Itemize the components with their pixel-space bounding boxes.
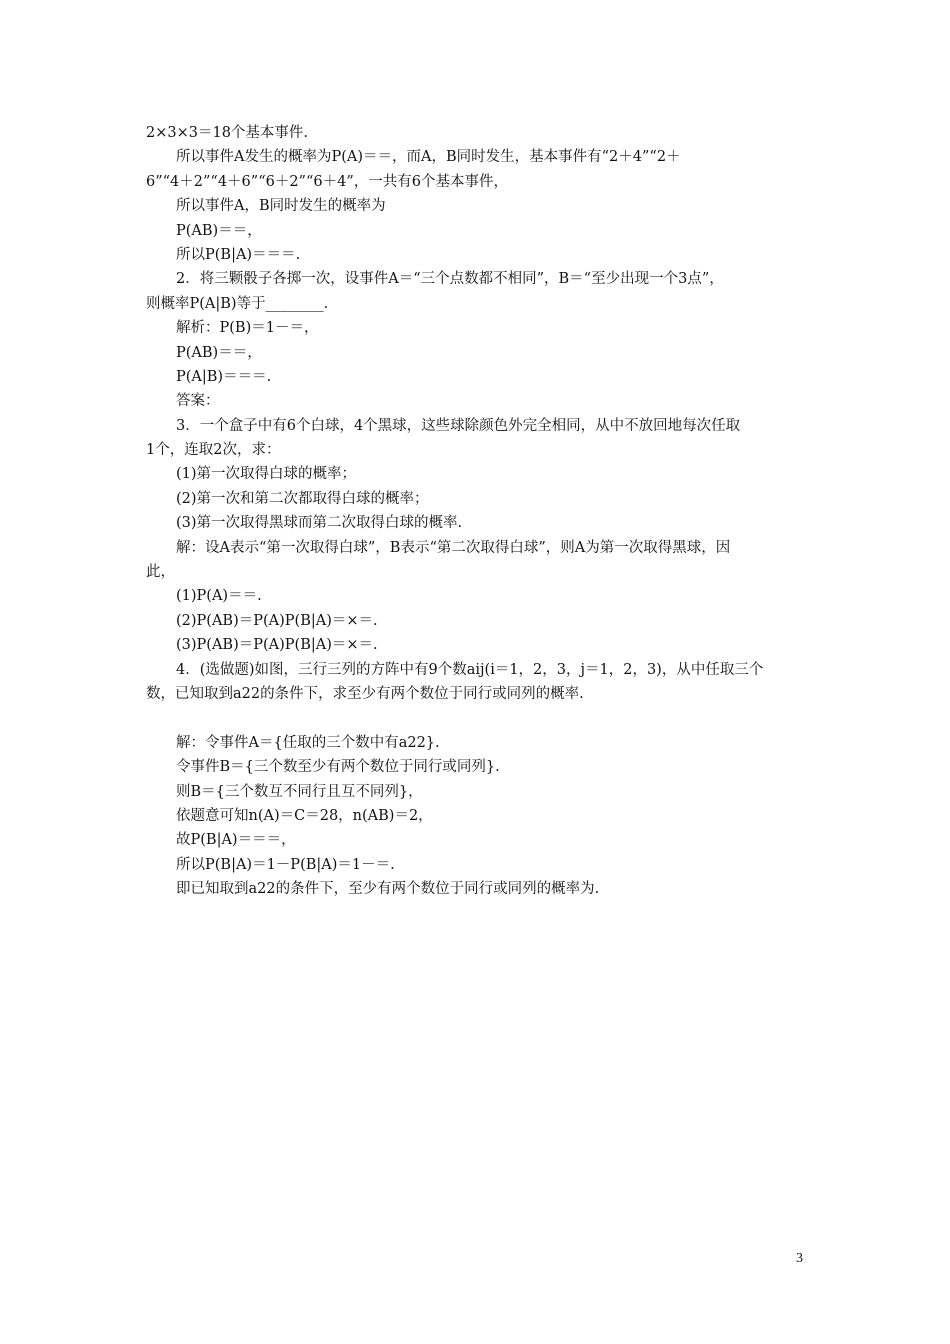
formula-line: 故P(B|A)＝＝＝，: [176, 832, 296, 849]
formula-line: (1)P(A)＝＝.: [176, 588, 262, 605]
formula-line: (3)P(AB)＝P(A)P(B|A)＝×＝.: [176, 637, 378, 654]
text-line: 6”“4＋2”“4＋6”“6＋2”“6＋4”，一共有6个基本事件，: [146, 173, 508, 190]
blank-line: [146, 706, 806, 730]
text-line: 则概率P(A|B)等于________.: [146, 295, 329, 312]
subquestion-1: (1)第一次取得白球的概率；: [176, 466, 357, 483]
question-3: 3．一个盒子中有6个白球，4个黑球，这些球除颜色外完全相同，从中不放回地每次任取: [176, 417, 741, 434]
text-line: 1个，连取2次，求：: [146, 442, 281, 459]
text-line: 2×3×3＝18个基本事件.: [146, 125, 309, 141]
solution-line: 解：设A表示“第一次取得白球”，B表示“第二次取得白球”，则A为第一次取得黑球，因: [176, 539, 731, 556]
solution-line: 解：令事件A＝{任取的三个数中有a22}.: [176, 734, 440, 751]
formula-line: P(A|B)＝＝＝.: [176, 368, 272, 385]
formula-line: 所以P(B|A)＝＝＝.: [176, 246, 301, 263]
text-line: 数，已知取到a22的条件下，求至少有两个数位于同行或同列的概率.: [146, 685, 584, 702]
subquestion-3: (3)第一次取得黑球而第二次取得白球的概率.: [176, 515, 463, 532]
formula-line: (2)P(AB)＝P(A)P(B|A)＝×＝.: [176, 612, 378, 629]
text-line: 令事件B＝{三个数至少有两个数位于同行或同列}.: [176, 759, 500, 776]
formula-line: P(AB)＝＝，: [176, 344, 262, 361]
text-line: 所以事件A，B同时发生的概率为: [176, 198, 386, 215]
question-4: 4．(选做题)如图，三行三列的方阵中有9个数aij(i＝1，2，3，j＝1，2，3)，从中任取三个: [176, 661, 764, 678]
formula-line: 依题意可知n(A)＝C＝28，n(AB)＝2，: [176, 807, 433, 824]
analysis-line: 解析：P(B)＝1－＝，: [176, 320, 319, 337]
conclusion-line: 即已知取到a22的条件下，至少有两个数位于同行或同列的概率为.: [176, 881, 600, 898]
page-number: 3: [796, 1251, 803, 1266]
subquestion-2: (2)第一次和第二次都取得白球的概率；: [176, 490, 429, 507]
answer-label: 答案：: [176, 393, 220, 410]
text-line: 此，: [146, 564, 175, 581]
text-line: 所以事件A发生的概率为P(A)＝＝，而A，B同时发生，基本事件有“2＋4”“2＋: [176, 149, 681, 166]
formula-line: 所以P(B|A)＝1－P(B|A)＝1－＝.: [176, 856, 395, 873]
document-body: [146, 121, 806, 902]
formula-line: P(AB)＝＝，: [176, 222, 262, 239]
text-line: 则B＝{三个数互不同行且互不同列}，: [176, 783, 423, 800]
question-2: 2．将三颗骰子各掷一次，设事件A＝“三个点数都不相同”，B＝“至少出现一个3点”，: [176, 271, 724, 288]
